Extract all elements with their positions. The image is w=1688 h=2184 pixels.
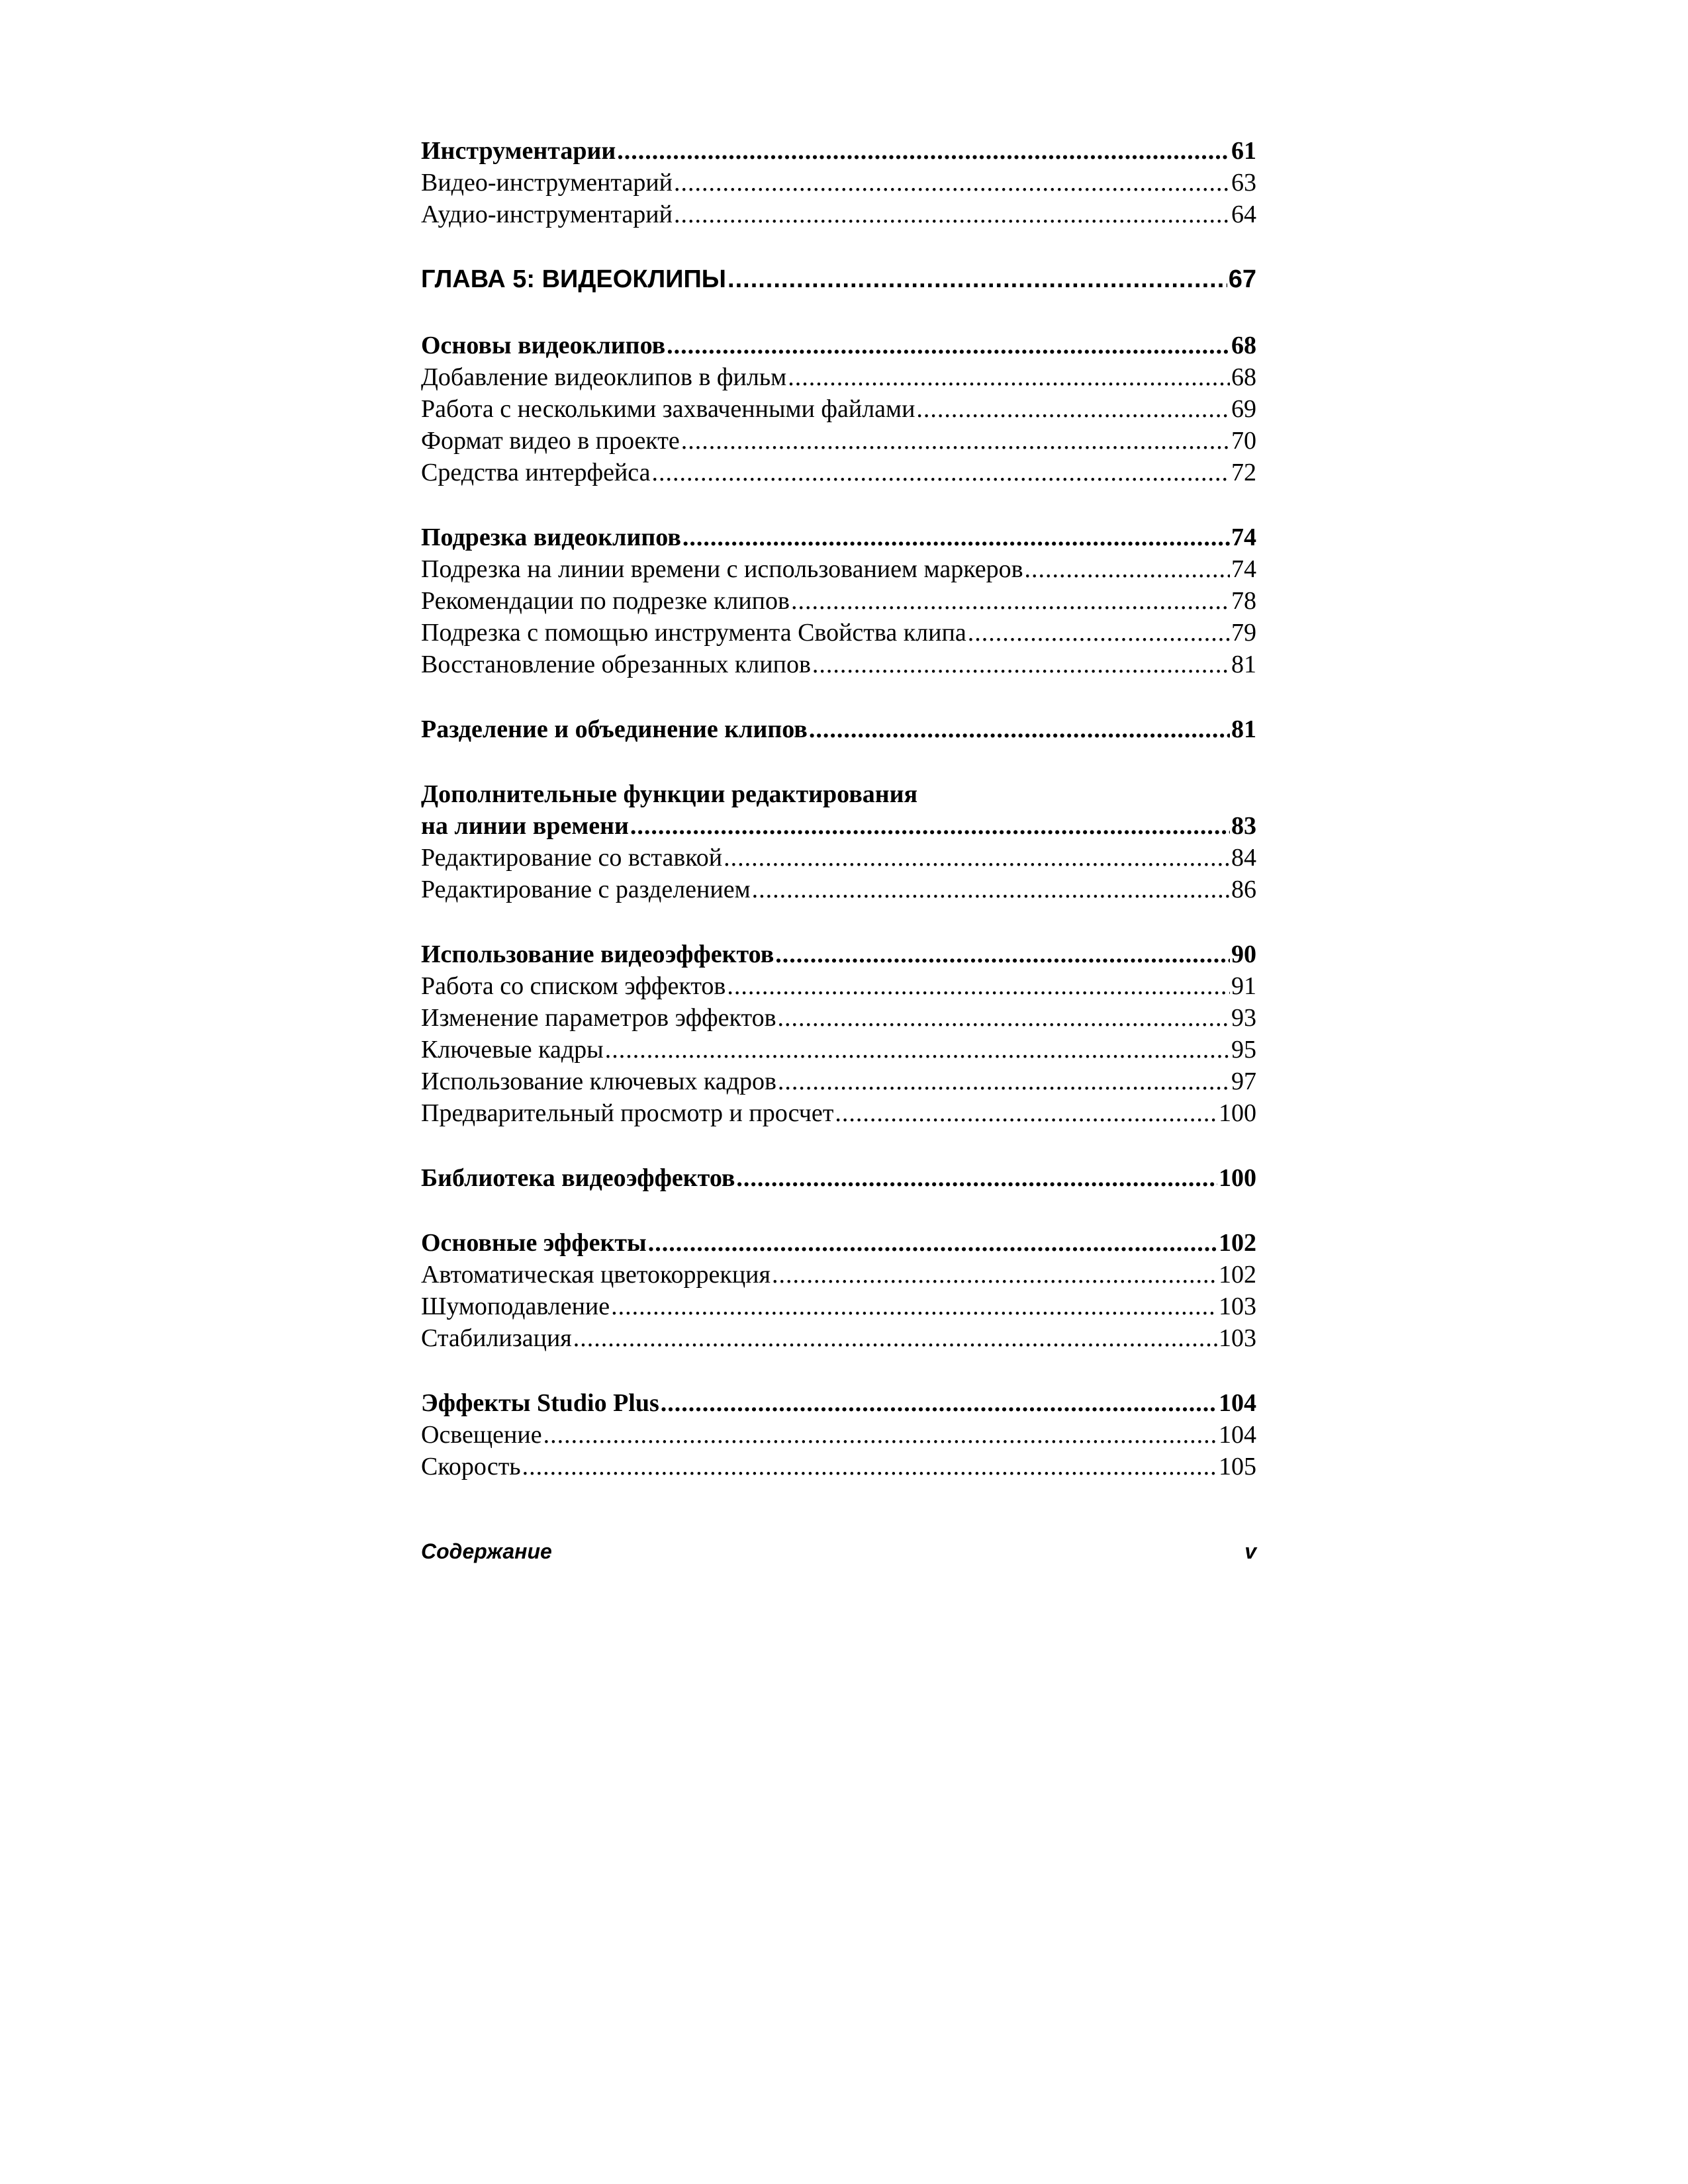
toc-section-instrumentarii [421, 135, 1256, 230]
toc-entry[interactable] [421, 167, 1256, 199]
dot-leader [1025, 553, 1230, 585]
toc-heading[interactable] [421, 1387, 1256, 1419]
toc-heading-page: 61 [1231, 137, 1256, 165]
toc-entry-page: 84 [1231, 844, 1256, 872]
toc-entry[interactable] [421, 553, 1256, 585]
toc-heading-page: 102 [1219, 1229, 1256, 1257]
toc-heading-title: Использование видеоэффектов [421, 940, 774, 968]
dot-leader [674, 167, 1230, 199]
toc-entry-title: Стабилизация [421, 1324, 572, 1352]
toc-heading-page: 104 [1219, 1389, 1256, 1417]
toc-heading-page: 83 [1231, 812, 1256, 840]
dot-leader [630, 810, 1230, 842]
toc-entry-page: 102 [1219, 1261, 1256, 1289]
toc-entry-page: 104 [1219, 1421, 1256, 1449]
dot-leader [727, 970, 1230, 1002]
toc-heading-title: Эффекты Studio Plus [421, 1389, 659, 1417]
toc-entry[interactable] [421, 1097, 1256, 1129]
toc-entry-title: Предварительный просмотр и просчет [421, 1099, 834, 1127]
toc-heading-page: 100 [1219, 1164, 1256, 1192]
dot-leader [611, 1291, 1217, 1322]
toc-section-osnovnye [421, 1227, 1256, 1354]
toc-entry[interactable] [421, 425, 1256, 457]
toc-entry[interactable] [421, 970, 1256, 1002]
toc-entry[interactable] [421, 361, 1256, 393]
dot-leader [605, 1034, 1230, 1066]
toc-section-biblioteka [421, 1162, 1256, 1194]
toc-entry-title: Восстановление обрезанных клипов [421, 651, 811, 678]
toc-heading-title: Подрезка видеоклипов [421, 523, 681, 551]
toc-entry[interactable] [421, 199, 1256, 230]
toc-entry-title: Работа со списком эффектов [421, 972, 726, 1000]
toc-entry[interactable] [421, 393, 1256, 425]
toc-entry-title: Подрезка на линии времени с использованием маркеров [421, 555, 1023, 583]
toc-section-studioplus [421, 1387, 1256, 1482]
dot-leader [968, 617, 1230, 649]
toc-section-razdelenie [421, 713, 1256, 745]
toc-heading-page: 81 [1231, 715, 1256, 743]
toc-entry-page: 63 [1231, 169, 1256, 197]
dot-leader [812, 649, 1230, 680]
dot-leader [522, 1451, 1217, 1482]
dot-leader [724, 842, 1230, 874]
toc-heading[interactable] [421, 1227, 1256, 1259]
dot-leader [778, 1066, 1230, 1097]
dot-leader [791, 585, 1230, 617]
toc-entry-page: 105 [1219, 1453, 1256, 1480]
toc-heading-title: Основные эффекты [421, 1229, 647, 1257]
toc-entry-title: Использование ключевых кадров [421, 1068, 776, 1095]
toc-heading[interactable] [421, 330, 1256, 361]
toc-entry-title: Автоматическая цветокоррекция [421, 1261, 771, 1289]
dot-leader [648, 1227, 1217, 1259]
toc-section-videoeffekty [421, 938, 1256, 1129]
toc-entry[interactable] [421, 1291, 1256, 1322]
chapter-title: ГЛАВА 5: ВИДЕОКЛИПЫ [421, 265, 727, 293]
toc-entry[interactable] [421, 617, 1256, 649]
toc-heading[interactable] [421, 713, 1256, 745]
dot-leader [682, 522, 1230, 553]
toc-entry-page: 81 [1231, 651, 1256, 678]
dot-leader [778, 1002, 1230, 1034]
toc-entry-title: Изменение параметров эффектов [421, 1004, 776, 1032]
toc-entry-title: Работа с несколькими захваченными файлами [421, 395, 915, 423]
dot-leader [543, 1419, 1217, 1451]
toc-entry-page: 78 [1231, 587, 1256, 615]
toc-heading[interactable] [421, 522, 1256, 553]
dot-leader [772, 1259, 1217, 1291]
toc-entry-title: Рекомендации по подрезке клипов [421, 587, 790, 615]
toc-entry-page: 100 [1219, 1099, 1256, 1127]
toc-entry-page: 70 [1231, 427, 1256, 455]
dot-leader [573, 1322, 1217, 1354]
toc-heading-page: 74 [1231, 523, 1256, 551]
dot-leader [681, 425, 1230, 457]
toc-entry-title: Освещение [421, 1421, 542, 1449]
toc-heading-title: на линии времени [421, 812, 629, 840]
toc-entry[interactable] [421, 842, 1256, 874]
dot-leader [835, 1097, 1217, 1129]
toc-entry-page: 95 [1231, 1036, 1256, 1064]
footer-page-number: v [1244, 1539, 1256, 1563]
toc-entry-page: 91 [1231, 972, 1256, 1000]
dot-leader [775, 938, 1230, 970]
chapter-page: 67 [1228, 265, 1256, 293]
dot-leader [727, 263, 1227, 295]
page-footer [421, 1539, 1256, 1564]
toc-heading-page: 68 [1231, 332, 1256, 359]
dot-leader [661, 1387, 1217, 1419]
toc-entry-page: 68 [1231, 363, 1256, 391]
toc-entry-title: Видео-инструментарий [421, 169, 673, 197]
toc-entry-title: Редактирование со вставкой [421, 844, 723, 872]
toc-entry-title: Аудио-инструментарий [421, 201, 673, 228]
toc-heading-title: Библиотека видеоэффектов [421, 1164, 735, 1192]
table-of-contents [421, 135, 1256, 1516]
toc-chapter[interactable] [421, 263, 1256, 295]
toc-entry-page: 97 [1231, 1068, 1256, 1095]
dot-leader [809, 713, 1230, 745]
toc-entry[interactable] [421, 1259, 1256, 1291]
toc-entry-title: Ключевые кадры [421, 1036, 604, 1064]
toc-entry-page: 86 [1231, 876, 1256, 903]
dot-leader [916, 393, 1230, 425]
dot-leader [667, 330, 1230, 361]
toc-entry[interactable] [421, 1034, 1256, 1066]
toc-entry-title: Скорость [421, 1453, 521, 1480]
dot-leader [652, 457, 1231, 488]
footer-section-title: Содержание [421, 1539, 552, 1563]
toc-entry-title: Редактирование с разделением [421, 876, 751, 903]
toc-entry-title: Средства интерфейса [421, 459, 651, 486]
toc-entry-page: 72 [1231, 459, 1256, 486]
toc-heading[interactable] [421, 810, 1256, 842]
toc-heading[interactable] [421, 938, 1256, 970]
toc-entry-title: Подрезка с помощью инструмента Свойства клипа [421, 619, 966, 647]
dot-leader [736, 1162, 1217, 1194]
toc-heading[interactable] [421, 1162, 1256, 1194]
toc-entry[interactable] [421, 874, 1256, 905]
toc-entry-page: 93 [1231, 1004, 1256, 1032]
toc-section-osnovy [421, 330, 1256, 488]
toc-entry-page: 79 [1231, 619, 1256, 647]
toc-heading-title: Разделение и объединение клипов [421, 715, 808, 743]
toc-heading-title: Основы видеоклипов [421, 332, 666, 359]
toc-entry[interactable] [421, 1002, 1256, 1034]
toc-entry[interactable] [421, 1066, 1256, 1097]
toc-entry-title: Формат видео в проекте [421, 427, 680, 455]
toc-heading-title: Инструментарии [421, 137, 616, 165]
toc-entry-page: 103 [1219, 1324, 1256, 1352]
toc-entry-page: 64 [1231, 201, 1256, 228]
toc-entry[interactable] [421, 457, 1256, 488]
dot-leader [617, 135, 1230, 167]
toc-heading-page: 90 [1231, 940, 1256, 968]
toc-entry[interactable] [421, 1451, 1256, 1482]
toc-heading-line1[interactable]: Дополнительные функции редактирования [421, 780, 918, 808]
dot-leader [788, 361, 1230, 393]
dot-leader [752, 874, 1230, 905]
toc-entry[interactable] [421, 585, 1256, 617]
dot-leader [674, 199, 1230, 230]
toc-entry[interactable] [421, 1419, 1256, 1451]
toc-entry-page: 74 [1231, 555, 1256, 583]
toc-entry[interactable] [421, 649, 1256, 680]
toc-section-dopolnitelnye [421, 778, 1256, 905]
toc-entry-page: 103 [1219, 1293, 1256, 1320]
toc-entry-title: Шумоподавление [421, 1293, 610, 1320]
toc-entry[interactable] [421, 1322, 1256, 1354]
toc-heading[interactable] [421, 135, 1256, 167]
toc-section-podrezka [421, 522, 1256, 680]
toc-entry-page: 69 [1231, 395, 1256, 423]
toc-entry-title: Добавление видеоклипов в фильм [421, 363, 787, 391]
